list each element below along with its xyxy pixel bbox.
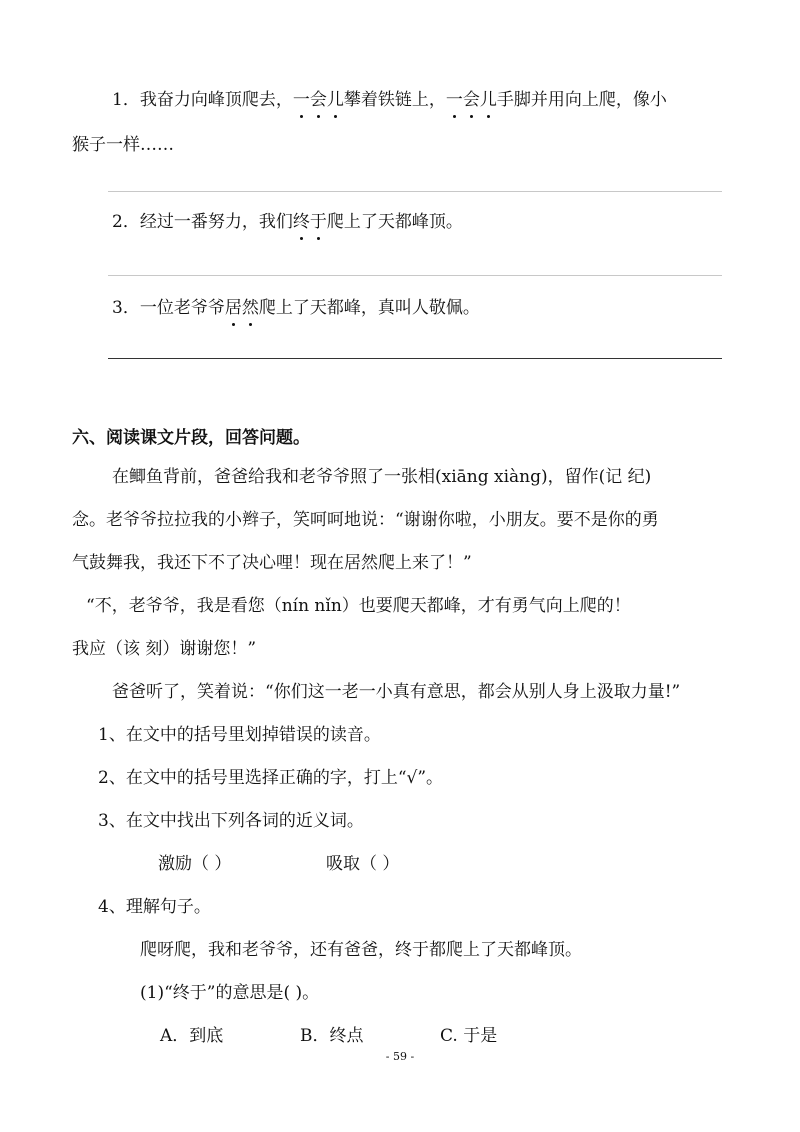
question-2: 2、在文中的括号里选择正确的字，打上“√”。 (98, 768, 444, 788)
dotted-char: 终 (292, 212, 310, 232)
section-heading: 六、阅读课文片段，回答问题。 (72, 428, 310, 448)
passage-line-4: “不，老爷爷，我是看您（nín nǐn）也要爬天都峰，才有勇气向上爬的！ (86, 596, 631, 616)
sentence-3: 3．一位老爷爷居然爬上了天都峰，真叫人敬佩。 (112, 298, 480, 318)
dotted-char: 于 (309, 212, 327, 232)
dotted-char: 然 (241, 298, 259, 318)
passage-line-6: 爸爸听了，笑着说：“你们这一老一小真有意思，都会从别人身上汲取力量!” (112, 682, 681, 702)
answer-line-3[interactable] (108, 358, 722, 359)
answer-line-2[interactable] (108, 275, 722, 276)
synonym-blank-2[interactable]: 吸取（ ） (326, 854, 400, 874)
page-number: - 59 - (385, 1050, 415, 1063)
question-4-sentence: 爬呀爬，我和老爷爷，还有爸爸，终于都爬上了天都峰顶。 (140, 940, 582, 960)
dotted-char: 一 (445, 90, 463, 110)
passage-line-1: 在鲫鱼背前，爸爸给我和老爷爷照了一张相(xiāng xiàng)，留作(记 纪) (112, 467, 652, 487)
dotted-char: 一 (292, 90, 310, 110)
synonym-blank-1[interactable]: 激励（ ） (158, 854, 232, 874)
question-1: 1、在文中的括号里划掉错误的读音。 (98, 725, 381, 745)
question-4-sub-1: (1)“终于”的意思是( )。 (140, 983, 320, 1003)
option-a[interactable]: A．到底 (160, 1026, 224, 1046)
passage-line-5: 我应（该 刻）谢谢您！” (72, 639, 257, 659)
passage-line-2: 念。老爷爷拉拉我的小辫子，笑呵呵地说：“谢谢你啦，小朋友。要不是你的勇 (72, 510, 659, 530)
option-c[interactable]: C. 于是 (440, 1026, 498, 1046)
dotted-char: 会 (462, 90, 480, 110)
question-3: 3、在文中找出下列各词的近义词。 (98, 811, 364, 831)
sentence-2: 2．经过一番努力，我们终于爬上了天都峰顶。 (112, 212, 463, 232)
question-4: 4、理解句子。 (98, 897, 211, 917)
dotted-char: 会 (309, 90, 327, 110)
option-b[interactable]: B．终点 (300, 1026, 364, 1046)
sentence-1-line-1: 1．我奋力向峰顶爬去，一会儿攀着铁链上，一会儿手脚并用向上爬，像小 (112, 90, 667, 110)
sentence-1-line-2: 猴子一样…… (72, 135, 174, 155)
dotted-char: 居 (224, 298, 242, 318)
answer-line-1[interactable] (108, 191, 722, 192)
passage-line-3: 气鼓舞我，我还下不了决心哩！现在居然爬上来了！” (72, 553, 472, 573)
dotted-char: 儿 (479, 90, 497, 110)
dotted-char: 儿 (326, 90, 344, 110)
